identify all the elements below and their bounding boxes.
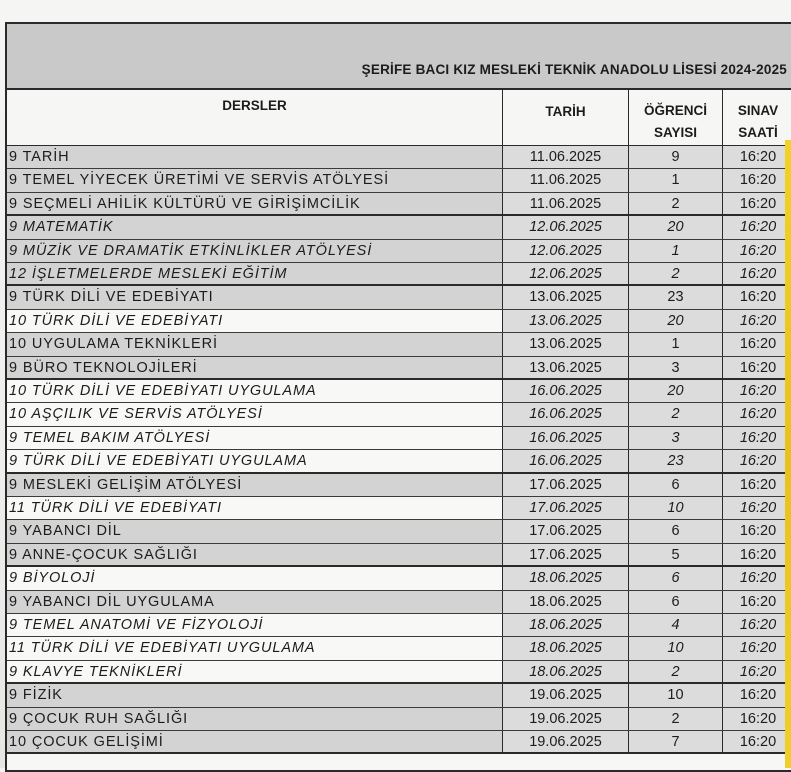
course-name: 11 TÜRK DİLİ VE EDEBİYATI	[7, 497, 503, 519]
exam-time: 16:20	[723, 286, 791, 308]
exam-date: 18.06.2025	[503, 591, 629, 613]
exam-date: 19.06.2025	[503, 684, 629, 706]
course-name: 9 TEMEL BAKIM ATÖLYESİ	[7, 427, 503, 449]
exam-time: 16:20	[723, 403, 791, 425]
student-count: 2	[629, 661, 723, 682]
header-sinav-line2: SAATİ	[738, 125, 778, 140]
header-ogrenci-sayisi	[629, 90, 723, 145]
exam-time: 16:20	[723, 567, 791, 589]
table-row	[7, 614, 791, 637]
exam-time: 16:20	[723, 310, 791, 332]
table-row	[7, 310, 791, 333]
exam-time: 16:20	[723, 240, 791, 262]
table-row	[7, 684, 791, 707]
student-count: 23	[629, 286, 723, 308]
exam-date: 18.06.2025	[503, 637, 629, 659]
exam-time: 16:20	[723, 263, 791, 284]
exam-date: 12.06.2025	[503, 240, 629, 262]
exam-time: 16:20	[723, 497, 791, 519]
student-count: 6	[629, 567, 723, 589]
course-name: 9 YABANCI DİL UYGULAMA	[7, 591, 503, 613]
table-row	[7, 708, 791, 731]
exam-time: 16:20	[723, 708, 791, 730]
exam-time: 16:20	[723, 357, 791, 378]
exam-time: 16:20	[723, 380, 791, 402]
exam-time: 16:20	[723, 146, 791, 168]
course-name: 9 MATEMATİK	[7, 216, 503, 238]
student-count: 2	[629, 193, 723, 214]
course-name: 9 MESLEKİ GELİŞİM ATÖLYESİ	[7, 474, 503, 496]
exam-date: 13.06.2025	[503, 310, 629, 332]
exam-date: 18.06.2025	[503, 614, 629, 636]
table-header	[7, 90, 791, 146]
course-name: 9 BİYOLOJİ	[7, 567, 503, 589]
table-row	[7, 474, 791, 497]
student-count: 5	[629, 544, 723, 565]
table-row	[7, 146, 791, 169]
course-name: 9 BÜRO TEKNOLOJİLERİ	[7, 357, 503, 378]
student-count: 1	[629, 240, 723, 262]
course-name: 10 UYGULAMA TEKNİKLERİ	[7, 333, 503, 355]
student-count: 4	[629, 614, 723, 636]
exam-date: 16.06.2025	[503, 427, 629, 449]
student-count: 7	[629, 731, 723, 752]
exam-date: 18.06.2025	[503, 567, 629, 589]
student-count: 2	[629, 263, 723, 284]
course-name: 10 TÜRK DİLİ VE EDEBİYATI	[7, 310, 503, 332]
table-row	[7, 427, 791, 450]
exam-date: 17.06.2025	[503, 544, 629, 565]
student-count: 3	[629, 357, 723, 378]
student-count: 20	[629, 216, 723, 238]
exam-date: 11.06.2025	[503, 193, 629, 214]
course-name: 12 İŞLETMELERDE MESLEKİ EĞİTİM	[7, 263, 503, 284]
course-name: 10 ÇOCUK GELİŞİMİ	[7, 731, 503, 752]
student-count: 6	[629, 474, 723, 496]
course-name: 9 YABANCI DİL	[7, 520, 503, 542]
table-row	[7, 169, 791, 192]
yellow-paper-edge	[785, 140, 791, 768]
exam-date: 11.06.2025	[503, 146, 629, 168]
course-name: 10 AŞÇILIK VE SERVİS ATÖLYESİ	[7, 403, 503, 425]
table-row	[7, 497, 791, 520]
exam-date: 17.06.2025	[503, 474, 629, 496]
school-title: ŞERİFE BACI KIZ MESLEKİ TEKNİK ANADOLU LİSESİ 2024-2025	[361, 62, 787, 77]
exam-time: 16:20	[723, 520, 791, 542]
table-row	[7, 240, 791, 263]
exam-time: 16:20	[723, 169, 791, 191]
student-count: 1	[629, 169, 723, 191]
title-bar	[7, 24, 791, 90]
course-name: 9 TÜRK DİLİ VE EDEBİYATI	[7, 286, 503, 308]
student-count: 6	[629, 591, 723, 613]
header-ogrenci-line1: ÖĞRENCİ	[643, 103, 707, 118]
course-name: 9 TEMEL YİYECEK ÜRETİMİ VE SERVİS ATÖLYESİ	[7, 169, 503, 191]
exam-time: 16:20	[723, 637, 791, 659]
exam-date: 16.06.2025	[503, 380, 629, 402]
course-name: 9 ANNE-ÇOCUK SAĞLIĞI	[7, 544, 503, 565]
header-sinav-line1: SINAV	[737, 103, 779, 118]
exam-date: 16.06.2025	[503, 450, 629, 471]
exam-date: 13.06.2025	[503, 357, 629, 378]
exam-date: 13.06.2025	[503, 333, 629, 355]
course-name: 9 TEMEL ANATOMİ VE FİZYOLOJİ	[7, 614, 503, 636]
student-count: 2	[629, 403, 723, 425]
student-count: 20	[629, 380, 723, 402]
student-count: 9	[629, 146, 723, 168]
exam-time: 16:20	[723, 193, 791, 214]
course-name: 9 ÇOCUK RUH SAĞLIĞI	[7, 708, 503, 730]
student-count: 20	[629, 310, 723, 332]
course-name: 9 MÜZİK VE DRAMATİK ETKİNLİKLER ATÖLYESİ	[7, 240, 503, 262]
header-dersler: DERSLER	[7, 90, 503, 145]
table-row	[7, 637, 791, 660]
table-row	[7, 216, 791, 239]
course-name: 9 TÜRK DİLİ VE EDEBİYATI UYGULAMA	[7, 450, 503, 471]
course-name: 9 FİZİK	[7, 684, 503, 706]
exam-time: 16:20	[723, 544, 791, 565]
course-name: 9 SEÇMELİ AHİLİK KÜLTÜRÜ VE GİRİŞİMCİLİK	[7, 193, 503, 214]
table-row	[7, 263, 791, 286]
exam-date: 17.06.2025	[503, 520, 629, 542]
course-name: 10 TÜRK DİLİ VE EDEBİYATI UYGULAMA	[7, 380, 503, 402]
exam-time: 16:20	[723, 731, 791, 752]
table-row	[7, 661, 791, 684]
exam-time: 16:20	[723, 450, 791, 471]
exam-time: 16:20	[723, 591, 791, 613]
exam-time: 16:20	[723, 474, 791, 496]
exam-date: 19.06.2025	[503, 731, 629, 752]
table-row	[7, 193, 791, 216]
table-row	[7, 357, 791, 380]
table-row	[7, 286, 791, 309]
course-name: 9 KLAVYE TEKNİKLERİ	[7, 661, 503, 682]
student-count: 1	[629, 333, 723, 355]
course-name: 9 TARİH	[7, 146, 503, 168]
table-row	[7, 731, 791, 754]
student-count: 2	[629, 708, 723, 730]
exam-date: 11.06.2025	[503, 169, 629, 191]
student-count: 3	[629, 427, 723, 449]
exam-date: 18.06.2025	[503, 661, 629, 682]
header-tarih: TARİH	[503, 90, 629, 145]
exam-time: 16:20	[723, 216, 791, 238]
header-sinav-saati	[723, 90, 791, 145]
table-row	[7, 380, 791, 403]
table-row	[7, 403, 791, 426]
exam-time: 16:20	[723, 427, 791, 449]
student-count: 10	[629, 497, 723, 519]
exam-date: 12.06.2025	[503, 216, 629, 238]
exam-time: 16:20	[723, 614, 791, 636]
course-name: 11 TÜRK DİLİ VE EDEBİYATI UYGULAMA	[7, 637, 503, 659]
exam-date: 16.06.2025	[503, 403, 629, 425]
exam-time: 16:20	[723, 661, 791, 682]
table-row	[7, 544, 791, 567]
table-row	[7, 520, 791, 543]
exam-time: 16:20	[723, 333, 791, 355]
table-row	[7, 591, 791, 614]
exam-time: 16:20	[723, 684, 791, 706]
student-count: 6	[629, 520, 723, 542]
table-row	[7, 450, 791, 473]
exam-date: 12.06.2025	[503, 263, 629, 284]
table-row	[7, 567, 791, 590]
header-ogrenci-line2: SAYISI	[653, 125, 698, 140]
student-count: 23	[629, 450, 723, 471]
table-row	[7, 333, 791, 356]
student-count: 10	[629, 684, 723, 706]
exam-schedule-table	[5, 22, 791, 772]
student-count: 10	[629, 637, 723, 659]
exam-date: 19.06.2025	[503, 708, 629, 730]
exam-date: 13.06.2025	[503, 286, 629, 308]
exam-date: 17.06.2025	[503, 497, 629, 519]
